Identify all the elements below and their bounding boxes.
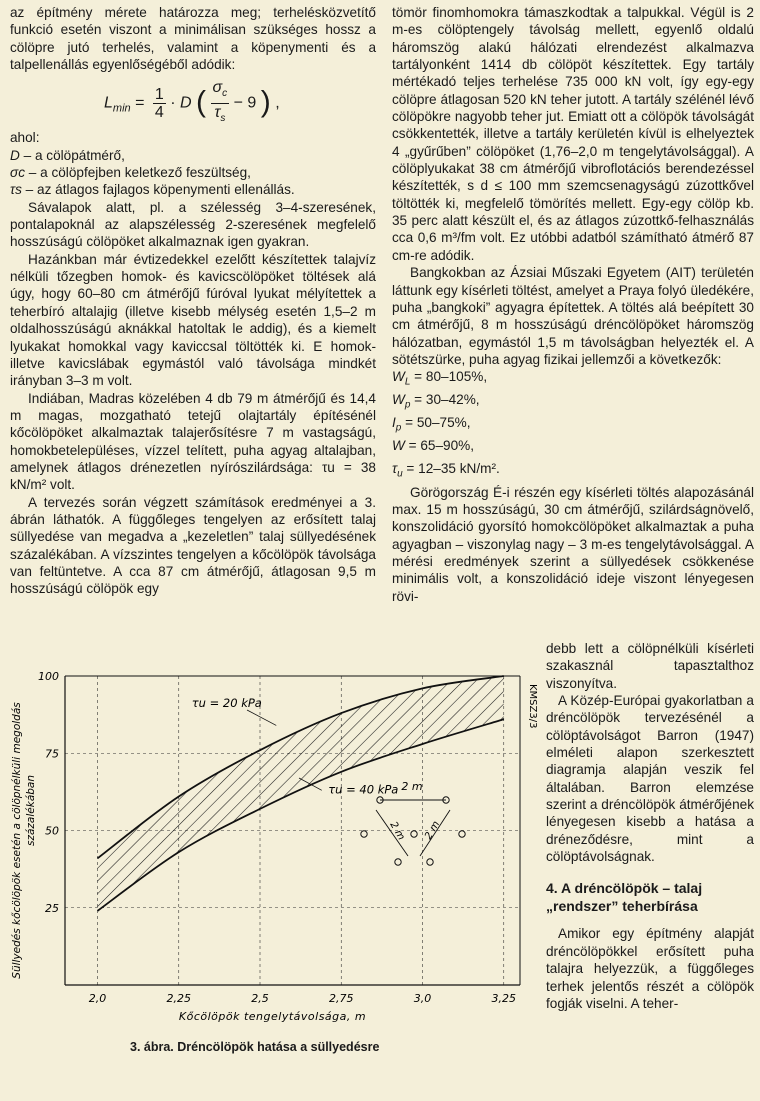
- leader-line-tau-20: [247, 710, 276, 725]
- x-tick-label: 3,0: [413, 992, 432, 1005]
- clay-properties-list: [392, 368, 754, 483]
- inset-pile-circle: [411, 831, 417, 837]
- formula-lhs: L: [104, 94, 113, 112]
- y-axis-label-line-2: százalékában: [25, 774, 37, 847]
- inset-diag-label-right: 2 m: [423, 819, 443, 842]
- right-paragraph-4: A Közép-Európai gyakorlatban a dréncölöpök tervezésénél a cölöptávolságot Barron (1947) elméleti alapon szerkesztett diagramja alapján veszik fel általában. Barron elemzése szerint a dréncölöpök átmérőjének lényegesen kisebb a hatása a dréneződésre, mint a cölöptávolságnak.: [546, 693, 754, 865]
- definition-d: [10, 147, 376, 164]
- frac-sigma: σ: [212, 79, 223, 97]
- y-tick-label: 25: [45, 901, 59, 915]
- left-paragraph-4: Indiában, Madras közelében 4 db 79 m átmérőjű és 14,4 m magas, mozgatható tetejű olajtartály építésénél kőcölöpöket alkalmaztak talajerősítésre 7 m vastagságú, homokbetelepüléses, vízzel telített, puha agyag altalajban, amelynek átlagos drénezetlen nyírószilárdsága: τu = 38 kN/m² volt.: [10, 390, 376, 493]
- inset-pile-circle: [395, 859, 401, 865]
- prop-ip: $I_p = 50-75\%$,: [392, 415, 471, 435]
- x-tick-label: 2,0: [88, 992, 107, 1005]
- definitions: [10, 129, 376, 198]
- inset-pile-circle: [427, 859, 433, 865]
- def-sigma-text: – a cölöpfejben keletkező feszültség,: [25, 165, 251, 181]
- left-paragraph-2: Sávalapok alatt, pl. a szélesség 3–4-szeresének, pontalapoknál az alapszélesség 2-szeresének megfelelő hosszúságú cölöpöket alkalmaznak igen gyakran.: [10, 199, 376, 250]
- definition-sigma: [10, 164, 376, 181]
- right-paragraph-1: tömör finomhomokra támaszkodtak a talpukkal. Végül is 2 m-es cölöptengely távolság mellett, egyenlő oldalú háromszög alakú hálózati elrendezést alkalmazva tartályonként 1414 db cölöpöt készítettek. Egy tartály mértékadó teljes terhelése 735 000 kN volt, így egy-egy cölöpre átlagosan 520 kN teher jutott. A tartály szélénél lévő cölöpökre nagyobb teher jut. Emiatt ott a cölöpök távolságát csökkentették, illetve a tartály kerületén kívül is elhelyeztek 4 „gyűrűben” cölöpöket (1,76–2,0 m tengelytávolsággal). A cölöplyukakat 38 cm átmérőjű vibroflotációs berendezéssel készítették, s d ≤ 100 mm szemcsenagyságú zúzottkővel töltötték ki, megfelelő tömörítés mellett. Egy-egy cölöp kb. 35 perc alatt készült el, és az átlagos zúzottkő-felhasználás cca 0,6 m³/fm volt. Ez utóbbi adatból számítható átmérő 87 cm-re adódik.: [392, 5, 754, 263]
- prop-w: W = 65–90%,: [392, 438, 475, 454]
- section-heading: 4. A dréncölöpök – talaj „rendszer” teherbírása: [546, 880, 703, 915]
- inset-dimension-label: 2 m: [401, 780, 423, 793]
- left-paragraph-3: Hazánkban már évtizedekkel ezelőtt készítettek talajvíz nélküli tőzegben homok- és kavicscölöpöket töltések alá úgy, hogy 60–80 cm átmérőjű fúróval lyukat mélyítettek a teherbíró altalajig (illetve kisebb mélység esetén 1,5–2 m oldalhosszúságú aknákkal hatoltak le addig), és a kiemelt lyukakat homokkal vagy kaviccsal töltötték ki. E homok- illetve kavicslábak egymástól való távolsága mindkét irányban 3–3 m volt.: [10, 251, 376, 389]
- right-paragraph-3: Görögország É-i részén egy kísérleti töltés alapozásánál max. 15 m hosszúságú, 30 cm átmérőjű, szilárdságnövelő, konszolidáció gyorsító homokcölöpöket alkalmaztak a puha agyagban – viszonylag nagy – 3 m-es tengelytávolsággal. A mérési eredmények szerint a süllyedések csökkenése minimális volt, a konszolidáció ideje viszont lényegesen rövi-: [392, 484, 754, 604]
- prop-wl: $W_L = 80-105\%$,: [392, 369, 488, 388]
- inset-pile-circle: [361, 831, 367, 837]
- definition-tau: [10, 181, 376, 198]
- formula-comma: ,: [275, 94, 280, 112]
- figure-stamp: KMSZ3/3: [527, 684, 538, 729]
- x-tick-label: 3,25: [491, 992, 516, 1005]
- right-paragraph-3-continued: debb lett a cölöpnélküli kísérleti szakasznál tapasztalthoz viszonyítva.: [546, 641, 754, 691]
- series-label-tau-40: τu = 40 kPa: [328, 782, 399, 797]
- y-tick-label: 50: [45, 824, 59, 838]
- frac-sigma-sub: c: [222, 88, 228, 100]
- frac-den: 4: [154, 103, 164, 121]
- left-column: [10, 4, 376, 598]
- y-tick-label: 75: [45, 747, 59, 761]
- formula-dot: ·: [170, 94, 176, 112]
- figure-3-chart: [0, 660, 545, 1038]
- def-tau-text: – az átlagos fajlagos köpenymenti ellenállás.: [21, 182, 295, 198]
- right-column-narrow: [546, 640, 754, 1012]
- formula-fraction-sigma-tau: [211, 79, 230, 127]
- prop-wp: $W_p = 30-42\%$,: [392, 392, 480, 411]
- y-tick-label: 100: [38, 670, 59, 683]
- right-column: [392, 4, 754, 605]
- formula-lhs-sub: min: [112, 102, 131, 115]
- formula-equals: =: [135, 94, 145, 112]
- def-d-symbol: D: [10, 147, 20, 163]
- right-paragraph-2: Bangkokban az Ázsiai Műszaki Egyetem (AIT) területén láttunk egy kísérleti töltést, amelyet a Praya folyó üledékére, puha „bangkoki” agyagra építettek. A töltés alá beépített 30 cm átmérőjű, 8 m hosszúságú dréncölöpöket háromszög hálózatban, egymástól 1,5 m távolságban helyezték el. A sötétszürke, puha agyag fizikai jellemzői a következők:: [392, 265, 754, 367]
- def-sigma-symbol: σc: [10, 165, 25, 181]
- l-min-formula: $L_{min}$ = $\frac{1}{4}$ · D ( $\frac{\sigma_c}{\tau_s}$ − 9 ) ,: [10, 73, 376, 129]
- y-axis-label-line-1: Süllyedés kőcölöpök esetén a cölöpnélküli megoldás: [11, 702, 23, 979]
- chart-layer: [11, 670, 538, 1023]
- formula-d: D: [180, 94, 192, 112]
- def-tau-symbol: τs: [10, 182, 22, 198]
- frac-tau-sub: s: [220, 113, 226, 125]
- formula-minus-nine: − 9: [233, 94, 257, 112]
- inset-diag-label-left: 2 m: [387, 820, 407, 843]
- left-paragraph-5: A tervezés során végzett számítások eredményei a 3. ábrán láthatók. A függőleges tengelyen az erősített talaj süllyedése van megadva a „kezeletlen” talaj süllyedésének százalékában. A vízszintes tengelyen a kőcölöpök távolsága van feltüntetve. A cca 87 cm átmérőjű, átlagosan 9,5 m hosszúságú cölöpök egy: [10, 494, 376, 597]
- frac-tau: τ: [214, 103, 221, 121]
- prop-tau-u: $\tau_u = 12-35$ kN/m².: [392, 461, 500, 481]
- x-tick-label: 2,75: [329, 992, 354, 1005]
- left-paragraph-1: az építmény mérete határozza meg; terhelésközvetítő funkció esetén viszont a minimálisan szükséges hossz a cölöpre jutó terhelés, valamint a köpenymenti és a talpellenállás egyenlőségéből adódik:: [10, 5, 376, 73]
- figure-caption: 3. ábra. Dréncölöpök hatása a süllyedésre: [130, 1040, 380, 1054]
- def-d-text: – a cölöpátmérő,: [19, 147, 125, 163]
- inset-pile-circle: [459, 831, 465, 837]
- x-tick-label: 2,5: [251, 992, 269, 1005]
- x-tick-label: 2,25: [166, 992, 191, 1005]
- right-paragraph-5: Amikor egy építmény alapját dréncölöpökkel erősített puha talajra helyezzük, a függőleges terhek jelentős részét a cölöpök fogják viselni. A teher-: [546, 926, 754, 1011]
- x-axis-label: Kőcölöpök tengelytávolsága, m: [178, 1010, 367, 1023]
- ahol-label: ahol:: [10, 130, 40, 146]
- hatched-band-area: [98, 676, 504, 911]
- frac-num: 1: [154, 85, 164, 103]
- formula-fraction-quarter: [153, 86, 166, 122]
- series-label-tau-20: τu = 20 kPa: [191, 695, 262, 710]
